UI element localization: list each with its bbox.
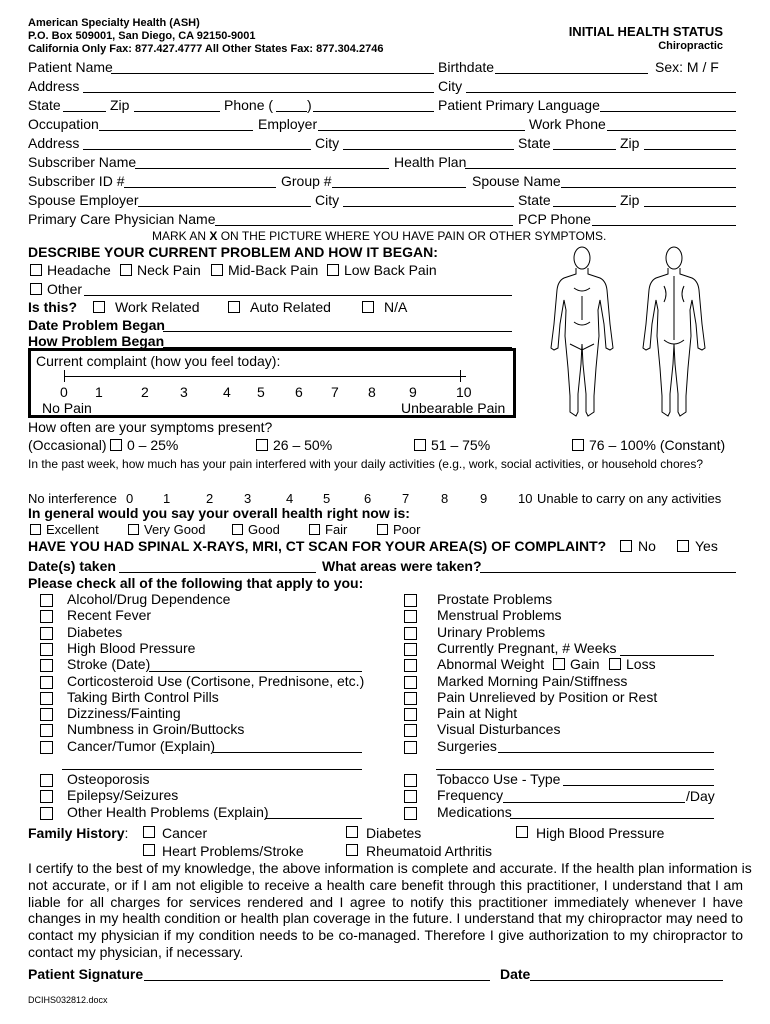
label-pcp-phone: PCP Phone bbox=[518, 211, 591, 227]
condition-right-checkbox[interactable] bbox=[404, 676, 417, 689]
gain-checkbox[interactable] bbox=[553, 658, 565, 670]
interference-number[interactable]: 10 bbox=[518, 491, 533, 506]
cancer-explain-field[interactable] bbox=[213, 752, 362, 753]
health-plan-field[interactable] bbox=[465, 168, 736, 169]
condition-right-extra-checkbox[interactable] bbox=[404, 790, 417, 803]
spouse-name-field[interactable] bbox=[561, 187, 736, 188]
excellent-label: Excellent bbox=[46, 522, 99, 537]
condition-right-checkbox[interactable] bbox=[404, 724, 417, 737]
work-related-checkbox[interactable] bbox=[93, 301, 105, 313]
address-field[interactable] bbox=[83, 92, 434, 93]
frequency-question: How often are your symptoms present? bbox=[28, 419, 273, 435]
family-heart-label: Heart Problems/Stroke bbox=[162, 843, 304, 859]
pain-scale-endcap bbox=[64, 370, 65, 382]
signature-label: Patient Signature bbox=[28, 966, 144, 982]
headache-label: Headache bbox=[47, 262, 111, 278]
employer-field[interactable] bbox=[318, 130, 525, 131]
xray-areas-field[interactable] bbox=[480, 572, 736, 573]
spouse-zip-field[interactable] bbox=[644, 206, 736, 207]
xray-question: HAVE YOU HAD SPINAL X-RAYS, MRI, CT SCAN FOR YOUR AREA(S) OF COMPLAINT? bbox=[28, 538, 607, 554]
spouse-city-field[interactable] bbox=[343, 206, 514, 207]
interference-high: Unable to carry on any activities bbox=[537, 491, 722, 506]
pain-high-label: Unbearable Pain bbox=[401, 400, 506, 416]
pain-scale-line[interactable] bbox=[64, 376, 466, 377]
pain-scale-number[interactable]: 8 bbox=[368, 384, 376, 400]
pain-scale-number[interactable]: 7 bbox=[331, 384, 339, 400]
pain-scale-number[interactable]: 9 bbox=[409, 384, 417, 400]
other-health-explain-field[interactable] bbox=[265, 818, 362, 819]
medications-field[interactable] bbox=[510, 818, 714, 819]
condition-left-label: Alcohol/Drug Dependence bbox=[67, 591, 231, 607]
condition-right-extra-checkbox[interactable] bbox=[404, 807, 417, 820]
poor-checkbox[interactable] bbox=[377, 524, 388, 535]
org-address: P.O. Box 509001, San Diego, CA 92150-9001 bbox=[28, 30, 256, 42]
interference-number[interactable]: 7 bbox=[402, 491, 410, 506]
condition-right-label: Pain at Night bbox=[437, 705, 518, 722]
condition-right-label: Prostate Problems bbox=[437, 591, 553, 607]
low-back-pain-label: Low Back Pain bbox=[344, 262, 437, 278]
poor-label: Poor bbox=[393, 522, 421, 537]
pain-low-label: No Pain bbox=[42, 400, 92, 416]
mark-instruction: MARK AN X ON THE PICTURE WHERE YOU HAVE PAIN OR OTHER SYMPTOMS. bbox=[152, 229, 607, 243]
condition-left-label: Diabetes bbox=[67, 623, 123, 640]
family-hbp-label: High Blood Pressure bbox=[536, 825, 665, 841]
very-good-checkbox[interactable] bbox=[128, 524, 139, 535]
label-zip-3: Zip bbox=[620, 192, 640, 208]
certification-line: contact my physician, if necessary. bbox=[28, 943, 244, 960]
date-began-label: Date Problem Began bbox=[28, 317, 165, 333]
problem-heading: DESCRIBE YOUR CURRENT PROBLEM AND HOW IT BEGAN: bbox=[28, 244, 438, 260]
low-back-pain-checkbox[interactable] bbox=[327, 264, 339, 276]
condition-left-extra-checkbox[interactable] bbox=[40, 790, 53, 803]
condition-right-label: Urinary Problems bbox=[437, 623, 546, 640]
label-subscriber-id: Subscriber ID # bbox=[28, 173, 125, 189]
condition-left-extra-label: Epilepsy/Seizures bbox=[67, 787, 179, 804]
pain-scale-number[interactable]: 10 bbox=[456, 384, 472, 400]
interference-number[interactable]: 6 bbox=[364, 491, 372, 506]
label-address-2: Address bbox=[28, 135, 80, 151]
pain-scale-number[interactable]: 1 bbox=[95, 384, 103, 400]
how-began-label: How Problem Began bbox=[28, 333, 165, 349]
label-patient-name: Patient Name bbox=[28, 59, 113, 75]
label-city-2: City bbox=[315, 135, 340, 151]
condition-left-extra-checkbox[interactable] bbox=[40, 807, 53, 820]
label-primary-language: Patient Primary Language bbox=[438, 97, 600, 113]
condition-right-label: Surgeries bbox=[437, 737, 497, 754]
form-title: INITIAL HEALTH STATUS bbox=[568, 24, 723, 39]
interference-number[interactable]: 2 bbox=[206, 491, 214, 506]
condition-left-checkbox[interactable] bbox=[40, 708, 53, 721]
freq-76-100-label: 76 – 100% (Constant) bbox=[589, 437, 726, 453]
condition-left-checkbox[interactable] bbox=[40, 659, 53, 672]
general-health-question: In general would you say your overall health right now is: bbox=[28, 505, 410, 521]
label-work-phone: Work Phone bbox=[529, 116, 606, 132]
signature-field[interactable] bbox=[144, 980, 490, 981]
pain-scale-number[interactable]: 5 bbox=[257, 384, 265, 400]
condition-left-checkbox[interactable] bbox=[40, 627, 53, 640]
condition-left-label: Dizziness/Fainting bbox=[67, 705, 181, 722]
neck-pain-label: Neck Pain bbox=[137, 262, 201, 278]
org-fax: California Only Fax: 877.427.4777 All Other States Fax: 877.304.2746 bbox=[28, 43, 384, 55]
pain-scale-number[interactable]: 3 bbox=[180, 384, 188, 400]
condition-right-label: Marked Morning Pain/Stiffness bbox=[437, 672, 628, 689]
freq-76-100-checkbox[interactable] bbox=[572, 439, 584, 451]
xray-no-label: No bbox=[638, 538, 656, 554]
conditions-heading: Please check all of the following that apply to you: bbox=[28, 575, 364, 591]
condition-right-checkbox[interactable] bbox=[404, 692, 417, 705]
certification-line: not accurate, or if I am not eligible to receive a health care benefit through this practitioner, I understand that I am bbox=[28, 876, 743, 893]
pain-scale-label: Current complaint (how you feel today): bbox=[36, 353, 281, 369]
label-city: City bbox=[438, 78, 463, 94]
other-problem-field[interactable] bbox=[84, 295, 512, 296]
auto-related-checkbox[interactable] bbox=[228, 301, 240, 313]
condition-left-extra-checkbox[interactable] bbox=[40, 774, 53, 787]
gain-label: Gain bbox=[570, 656, 600, 672]
employer-state-field[interactable] bbox=[553, 149, 616, 150]
family-cancer-checkbox[interactable] bbox=[143, 826, 155, 838]
label-state-2: State bbox=[518, 135, 551, 151]
condition-left-label: Cancer/Tumor (Explain) bbox=[67, 737, 216, 754]
interference-number[interactable]: 5 bbox=[323, 491, 331, 506]
condition-right-label: Menstrual Problems bbox=[437, 607, 562, 624]
condition-right-extra-label: Frequency bbox=[437, 787, 504, 804]
family-diabetes-label: Diabetes bbox=[366, 825, 422, 841]
date-label: Date bbox=[500, 966, 531, 982]
tobacco-frequency-field[interactable] bbox=[503, 802, 685, 803]
condition-right-checkbox[interactable] bbox=[404, 643, 417, 656]
condition-right-extra-label: Tobacco Use - Type bbox=[437, 771, 561, 787]
primary-language-field[interactable] bbox=[600, 111, 736, 112]
xray-dates-label: Date(s) taken bbox=[28, 558, 116, 574]
condition-right-checkbox[interactable] bbox=[404, 610, 417, 623]
certification-line: I certify to the best of my knowledge, the above information is complete and accurate. If the health plan information is bbox=[28, 860, 752, 876]
freq-51-75-label: 51 – 75% bbox=[431, 437, 491, 453]
family-ra-checkbox[interactable] bbox=[346, 844, 358, 856]
spouse-state-field[interactable] bbox=[553, 206, 616, 207]
interference-number[interactable]: 4 bbox=[286, 491, 294, 506]
form-subtitle: Chiropractic bbox=[658, 40, 723, 52]
label-occupation: Occupation bbox=[28, 116, 99, 132]
body-diagram[interactable] bbox=[540, 244, 740, 422]
loss-label: Loss bbox=[626, 656, 656, 672]
condition-right-label: Visual Disturbances bbox=[437, 721, 561, 738]
surgeries-field[interactable] bbox=[498, 752, 714, 753]
condition-left-label: Numbness in Groin/Buttocks bbox=[67, 721, 245, 738]
per-day-label: /Day bbox=[686, 788, 715, 804]
freq-51-75-checkbox[interactable] bbox=[414, 439, 426, 451]
label-group: Group # bbox=[281, 173, 332, 189]
interference-number[interactable]: 1 bbox=[163, 491, 171, 506]
condition-left-extra-label: Other Health Problems (Explain) bbox=[67, 803, 269, 820]
interference-question: In the past week, how much has your pain interfered with your daily activities (e.g., work, social activities, or household chores? bbox=[28, 457, 703, 471]
pain-scale-number[interactable]: 4 bbox=[223, 384, 231, 400]
org-name: American Specialty Health (ASH) bbox=[28, 17, 200, 29]
freq-26-50-checkbox[interactable] bbox=[256, 439, 268, 451]
label-state-3: State bbox=[518, 192, 551, 208]
phone-field[interactable] bbox=[313, 111, 434, 112]
date-field[interactable] bbox=[530, 980, 723, 981]
freq-0-25-checkbox[interactable] bbox=[110, 439, 122, 451]
birthdate-field[interactable] bbox=[495, 73, 648, 74]
subscriber-id-field[interactable] bbox=[124, 187, 276, 188]
pain-scale-endcap bbox=[460, 370, 461, 382]
xray-dates-field[interactable] bbox=[119, 572, 316, 573]
condition-right-checkbox[interactable] bbox=[404, 708, 417, 721]
label-zip: Zip bbox=[110, 97, 130, 113]
certification-line: contact my physician if my condition needs to be co-managed. Therefore I give authorization to my chiropractor to bbox=[28, 927, 743, 944]
condition-left-checkbox[interactable] bbox=[40, 676, 53, 689]
condition-right-checkbox[interactable] bbox=[404, 594, 417, 607]
family-cancer-label: Cancer bbox=[162, 825, 208, 841]
label-address: Address bbox=[28, 78, 80, 94]
headache-checkbox[interactable] bbox=[30, 264, 42, 276]
work-related-label: Work Related bbox=[115, 299, 200, 315]
condition-right-extra-label: Medications bbox=[437, 803, 512, 820]
na-label: N/A bbox=[384, 299, 408, 315]
family-heart-checkbox[interactable] bbox=[143, 844, 155, 856]
na-checkbox[interactable] bbox=[362, 301, 374, 313]
label-sex[interactable]: Sex: M / F bbox=[655, 59, 719, 75]
label-phone: Phone ( bbox=[224, 97, 274, 113]
certification-line: changes in my health condition or health plan coverage in the future. I understand that my chiropractor may need to bbox=[28, 910, 743, 927]
label-birthdate: Birthdate bbox=[438, 59, 495, 75]
label-employer: Employer bbox=[258, 116, 318, 132]
surgeries-field-2[interactable] bbox=[436, 769, 714, 770]
other-checkbox[interactable] bbox=[30, 283, 42, 295]
interference-low: No interference bbox=[28, 491, 117, 506]
label-zip-2: Zip bbox=[620, 135, 640, 151]
condition-right-checkbox[interactable] bbox=[404, 659, 417, 672]
interference-number[interactable]: 0 bbox=[126, 491, 134, 506]
mid-back-pain-checkbox[interactable] bbox=[211, 264, 223, 276]
fair-checkbox[interactable] bbox=[309, 524, 320, 535]
pain-scale-number[interactable]: 0 bbox=[60, 384, 68, 400]
employer-address-field[interactable] bbox=[83, 149, 311, 150]
label-city-3: City bbox=[315, 192, 340, 208]
good-checkbox[interactable] bbox=[232, 524, 243, 535]
auto-related-label: Auto Related bbox=[250, 299, 331, 315]
family-diabetes-checkbox[interactable] bbox=[346, 826, 358, 838]
pcp-name-field[interactable] bbox=[215, 225, 513, 226]
label-pcp-name: Primary Care Physician Name bbox=[28, 211, 216, 227]
family-ra-label: Rheumatoid Arthritis bbox=[366, 843, 493, 859]
condition-left-checkbox[interactable] bbox=[40, 741, 53, 754]
freq-26-50-label: 26 – 50% bbox=[273, 437, 333, 453]
employer-zip-field[interactable] bbox=[644, 149, 736, 150]
work-phone-field[interactable] bbox=[607, 130, 736, 131]
date-began-field[interactable] bbox=[163, 331, 512, 332]
city-field[interactable] bbox=[466, 92, 736, 93]
spouse-employer-field[interactable] bbox=[138, 206, 311, 207]
pain-scale-number[interactable]: 6 bbox=[295, 384, 303, 400]
certification-text bbox=[28, 860, 752, 961]
very-good-label: Very Good bbox=[144, 522, 206, 537]
condition-left-extra-label: Osteoporosis bbox=[67, 771, 150, 787]
interference-number[interactable]: 9 bbox=[480, 491, 488, 506]
condition-left-label: High Blood Pressure bbox=[67, 639, 196, 656]
interference-number[interactable]: 8 bbox=[441, 491, 449, 506]
excellent-checkbox[interactable] bbox=[30, 524, 41, 535]
condition-left-label: Corticosteroid Use (Cortisone, Prednisone, etc.) bbox=[67, 672, 365, 689]
pcp-phone-field[interactable] bbox=[592, 225, 736, 226]
condition-left-checkbox[interactable] bbox=[40, 724, 53, 737]
good-label: Good bbox=[248, 522, 280, 537]
xray-areas-label: What areas were taken? bbox=[322, 558, 482, 574]
certification-line: liable for all charges for services rendered and I agree to notify this practitioner immediately whenever I have bbox=[28, 893, 743, 910]
zip-field[interactable] bbox=[134, 111, 220, 112]
subscriber-name-field[interactable] bbox=[135, 168, 389, 169]
label-health-plan: Health Plan bbox=[394, 154, 467, 170]
condition-right-label: Currently Pregnant, # Weeks bbox=[437, 639, 617, 656]
loss-checkbox[interactable] bbox=[609, 658, 621, 670]
fair-label: Fair bbox=[325, 522, 348, 537]
condition-left-label: Taking Birth Control Pills bbox=[67, 688, 219, 705]
neck-pain-checkbox[interactable] bbox=[120, 264, 132, 276]
condition-left-checkbox[interactable] bbox=[40, 643, 53, 656]
phone-area-field[interactable] bbox=[276, 111, 307, 112]
body-front-figure bbox=[551, 247, 613, 416]
family-history-label: Family History: bbox=[28, 825, 129, 841]
label-state: State bbox=[28, 97, 61, 113]
patient-name-field[interactable] bbox=[111, 73, 434, 74]
label-phone-close: ) bbox=[307, 97, 312, 113]
freq-0-25-label: 0 – 25% bbox=[127, 437, 179, 453]
condition-right-checkbox[interactable] bbox=[404, 741, 417, 754]
condition-right-checkbox[interactable] bbox=[404, 627, 417, 640]
state-field[interactable] bbox=[63, 111, 106, 112]
other-label: Other bbox=[47, 281, 83, 297]
group-field[interactable] bbox=[332, 187, 466, 188]
footer-docname: DCIHS032812.docx bbox=[28, 995, 108, 1005]
condition-left-label: Recent Fever bbox=[67, 607, 152, 624]
xray-yes-label: Yes bbox=[695, 538, 718, 554]
tobacco-type-field[interactable] bbox=[563, 785, 714, 786]
frequency-occasional: (Occasional) bbox=[28, 437, 107, 453]
condition-left-label: Stroke (Date) bbox=[67, 656, 151, 673]
label-subscriber-name: Subscriber Name bbox=[28, 154, 137, 170]
label-spouse-employer: Spouse Employer bbox=[28, 192, 139, 208]
occupation-field[interactable] bbox=[99, 130, 253, 131]
xray-yes-checkbox[interactable] bbox=[677, 540, 689, 552]
pain-scale-number[interactable]: 2 bbox=[141, 384, 149, 400]
condition-left-checkbox[interactable] bbox=[40, 692, 53, 705]
condition-left-checkbox[interactable] bbox=[40, 610, 53, 623]
is-this-label: Is this? bbox=[28, 299, 78, 315]
interference-number[interactable]: 3 bbox=[244, 491, 252, 506]
cancer-explain-field-2[interactable] bbox=[62, 769, 362, 770]
condition-right-label: Abnormal Weight bbox=[437, 656, 545, 673]
condition-right-extra-checkbox[interactable] bbox=[404, 774, 417, 787]
family-hbp-checkbox[interactable] bbox=[516, 826, 528, 838]
condition-left-checkbox[interactable] bbox=[40, 594, 53, 607]
condition-right-label: Pain Unrelieved by Position or Rest bbox=[437, 688, 658, 705]
mid-back-pain-label: Mid-Back Pain bbox=[228, 262, 319, 278]
xray-no-checkbox[interactable] bbox=[620, 540, 632, 552]
stroke-date-field[interactable] bbox=[149, 671, 362, 672]
label-spouse-name: Spouse Name bbox=[472, 173, 561, 189]
employer-city-field[interactable] bbox=[343, 149, 514, 150]
body-back-figure bbox=[643, 247, 705, 416]
